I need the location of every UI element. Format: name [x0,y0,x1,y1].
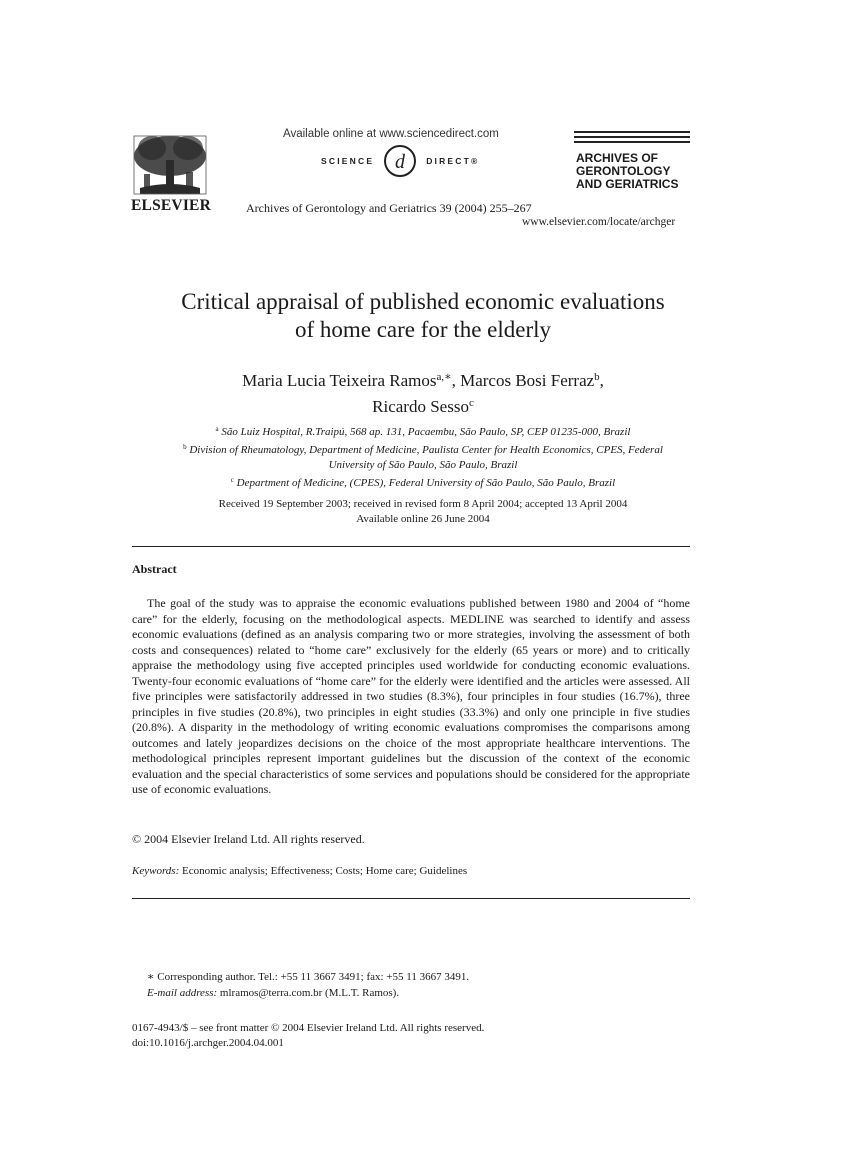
author-name: Maria Lucia Teixeira Ramos [242,371,437,390]
abstract-heading: Abstract [132,562,177,576]
author-name: Ricardo Sesso [372,397,469,416]
publisher-name: ELSEVIER [131,197,211,214]
email-address[interactable]: mlramos@terra.com.br (M.L.T. Ramos). [219,987,400,999]
author-list: Maria Lucia Teixeira Ramos$^{a,∗}$, Marcos Bosi Ferraz$^b$, Ricardo Sesso$^c$ [242,371,604,416]
sciencedirect-d-icon [380,143,420,179]
available-online-text: Available online at www.sciencedirect.com [283,128,499,140]
journal-url[interactable]: www.elsevier.com/locate/archger [522,216,676,228]
journal-name-line: GERONTOLOGY [576,164,671,178]
affiliation-b: $^b$ Division of Rheumatology, Department of Medicine, Paulista Center for Health Economics, CPES, Federal [183,443,663,456]
issn-line: 0167-4943/$ – see front matter © 2004 Elsevier Ireland Ltd. All rights reserved. [132,1022,485,1034]
email-label: E-mail address: [147,987,218,999]
abstract-paragraph: The goal of the study was to appraise the economic evaluations published between 1980 and 2004 of “home care” for the elderly, focusing on the methodological aspects. MEDLINE was searched to identify and assess economic evaluations (defined as an analysis comparing two or more strategies, involving the assessment of both costs and consequences) related to “home care” exclusively for the elderly (65 years or more) and to critically appraise the methodology using five accepted principles used worldwide for conducting economic evaluations. Twenty-four economic evaluations of “home care” for the elderly were identified and the articles were assessed. All five principles were satisfactorily addressed in two studies (8.3%), four principles in four studies (16.7%), three principles in five studies (20.8%), two principles in eight studies (33.3%) and only one principle in five studies (20.8%). A disparity in the methodology of writing economic evaluations compromises the comparisons among outcomes and lately jeopardizes decisions on the choice of the most appropriate healthcare interventions. The methodological principles represent important guidelines but the discussion of the context of the economic evaluation and the special characteristics of some services and populations should be considered for the appropriate use of economic evaluations. [132,596,690,796]
available-date: Available online 26 June 2004 [356,513,490,525]
divider [132,898,690,899]
affiliation-a: $^a$ São Luiz Hospital, R.Traipú, 568 ap. 131, Pacaembu, São Paulo, SP, CEP 01235-000, Brazil [215,425,631,438]
corresponding-footnote: ∗ Corresponding author. Tel.: +55 11 3667 3491; fax: +55 11 3667 3491. E-mail address: mlramos@terra.com.br (M.L.T. Ramos). [147,971,470,999]
svg-text:d: d [395,151,406,173]
journal-name-line: ARCHIVES OF [576,151,659,165]
corresponding-author: Corresponding author. Tel.: +55 11 3667 3491; fax: +55 11 3667 3491. [157,971,470,983]
author-affil-mark[interactable]: c [468,397,474,409]
front-matter-footer [132,1021,484,1051]
sd-right-text: DIRECT® [426,156,480,166]
sciencedirect-logo [321,143,480,179]
keywords [132,865,467,877]
journal-name [576,152,706,191]
article-dates [120,497,726,527]
affiliation-b-cont: University of São Paulo, São Paulo, Brazil [328,459,518,471]
keywords-list: Economic analysis; Effectiveness; Costs; Home care; Guidelines [182,865,468,877]
abstract-copyright: © 2004 Elsevier Ireland Ltd. All rights reserved. [132,832,365,846]
elsevier-tree-logo [130,130,210,198]
journal-rule-lines [574,131,690,146]
affiliations [120,422,726,491]
article-title [100,288,746,344]
abstract-body [132,596,690,798]
journal-name-line: AND GERIATRICS [576,177,679,191]
author-affil-mark[interactable]: b [594,371,600,383]
keywords-label: Keywords: [132,865,180,877]
sd-left-text: SCIENCE [321,156,375,166]
journal-citation: Archives of Gerontology and Geriatrics 39 (2004) 255–267 [246,201,532,215]
doi-line[interactable]: doi:10.1016/j.archger.2004.04.001 [132,1037,284,1049]
received-dates: Received 19 September 2003; received in revised form 8 April 2004; accepted 13 April 2004 [218,498,628,510]
author-affil-mark[interactable]: a,∗ [436,371,452,383]
title-line: Critical appraisal of published economic evaluations [181,289,665,314]
title-line: of home care for the elderly [294,317,552,342]
author-name: Marcos Bosi Ferraz [460,371,595,390]
affiliation-c: $^c$ Department of Medicine, (CPES), Federal University of São Paulo, São Paulo, Brazil [230,476,616,489]
divider [132,546,690,547]
